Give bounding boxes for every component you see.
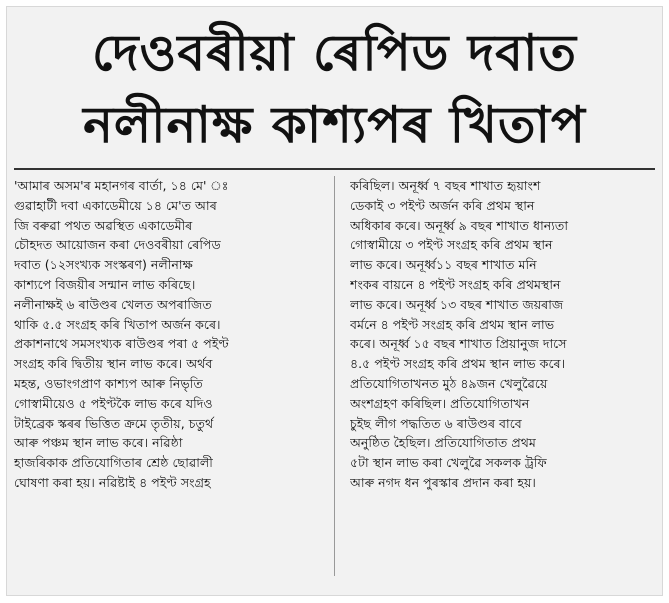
headline-rule [14,168,655,170]
article-line: কাশ্যপে বিজয়ীৰ সন্মান লাভ কৰিছে। [14,276,196,292]
article-line: হাজৰিকাক প্ৰতিযোগিতাৰ শ্ৰেষ্ঠ ছোৱালী [14,455,213,471]
article-line: থাকি ৫.৫ সংগ্ৰহ কৰি খিতাপ অৰ্জন কৰে। [14,316,221,332]
article-line: প্ৰকাশনাথে সমসংখ্যক ৰাউণ্ডৰ পৰা ৫ পইণ্ট [14,336,229,352]
article-line: অধিকাৰ কৰে। অনূৰ্ধ্ব ৯ বছৰ শাখাত ধান্যতা [350,217,568,233]
article-line: ৫টা স্থান লাভ কৰা খেলুৱৈ সকলক ট্ৰফি [350,455,547,471]
article-line: লাভ কৰে। অনূৰ্ধ্ব ১৩ বছৰ শাখাত জয়ৰাজ [350,296,564,312]
article-line: চুইছ লীগ পদ্ধতিত ৬ ৰাউণ্ডৰ বাবে [350,415,522,431]
article-line: 'আমাৰ অসম'ৰ মহানগৰ বাৰ্তা, ১৪ মে' ঃ [14,178,229,193]
article-line: টাইব্ৰেক স্কৰৰ ভিত্তিত ক্ৰমে তৃতীয়, চতুৰ্থ [14,415,214,431]
article-line: আৰু নগদ ধন পুৰস্কাৰ প্ৰদান কৰা হয়। [350,474,536,490]
article-line: কৰে। অনূৰ্ধ্ব ১৫ বছৰ শাখাত প্ৰিয়ানুজ দাসে [350,336,567,352]
article-line: আৰু পঞ্চম স্থান লাভ কৰে। নৱিষ্ঠা [14,435,183,451]
article-line: ঘোষণা কৰা হয়। নৱিষ্টাই ৪ পইণ্ট সংগ্ৰহ [14,474,211,490]
article-line: লাভ কৰে। অনূৰ্ধ্ব১১ বছৰ শাখাত মনি [350,257,537,273]
article-line: দবাত (১২সংখ্যক সংস্কৰণ) নলীনাক্ষ [14,257,193,273]
headline-line-1: দেওবৰীয়া ৰেপিড দবাত [91,24,577,82]
article-line: ৪.৫ পইণ্ট সংগ্ৰহ কৰি প্ৰথম স্থান লাভ কৰে। [350,356,566,372]
article-line: জি বৰুৱা পথত অৱস্থিত একাডেমীৰ [14,217,193,233]
article-line: সংগ্ৰহ কৰি দ্বিতীয় স্থান লাভ কৰে। অৰ্থব [14,356,213,372]
article-line: গুৱাহাটী দবা একাডেমীয়ে ১৪ মে'ত আৰ [14,197,217,213]
article-line: অংশগ্ৰহণ কৰিছিল। প্ৰতিযোগিতাখন [350,395,530,411]
article-line: চৌহদত আয়োজন কৰা দেওবৰীয়া ৰেপিড [14,237,221,253]
article-line: নলীনাক্ষই ৬ ৰাউণ্ডৰ খেলত অপৰাজিত [14,296,212,312]
article-column-left [14,176,317,493]
article-line: কৰিছিল। অনূৰ্ধ্ব ৭ বছৰ শাখাত হৃয়াংশ [350,178,541,193]
article-line: বৰ্মনে ৪ পইণ্ট সংগ্ৰহ কৰি প্ৰথম স্থান লাভ [350,316,555,332]
article-line: মহন্ত, ওভাংগপ্ৰাণ কাশ্যপ আৰু নিভৃতি [14,375,203,391]
article-line: শংকৰ বায়নে ৪ পইণ্ট সংগ্ৰহ কৰি প্ৰথমস্থান [350,276,561,292]
article-line: গোস্বামীয়েও ৫ পইণ্টকৈ লাভ কৰে যদিও [14,395,213,411]
article-line: প্ৰতিযোগিতাখনত মুঠ ৪৯জন খেলুৱৈয়ে [350,375,548,391]
article-line: গোস্বামীয়ে ৩ পইণ্ট সংগ্ৰহ কৰি প্ৰথম স্থান [350,237,553,253]
article-line: ডেকাই ৩ পইণ্ট অৰ্জন কৰি প্ৰথম স্থান [350,197,535,213]
headline-line-2: নলীনাক্ষ কাশ্যপৰ খিতাপ [83,96,586,154]
column-divider [334,176,335,576]
article-line: অনুষ্ঠিত হৈছিল। প্ৰতিযোগিতাত প্ৰথম [350,435,536,451]
article-column-right [350,176,653,493]
